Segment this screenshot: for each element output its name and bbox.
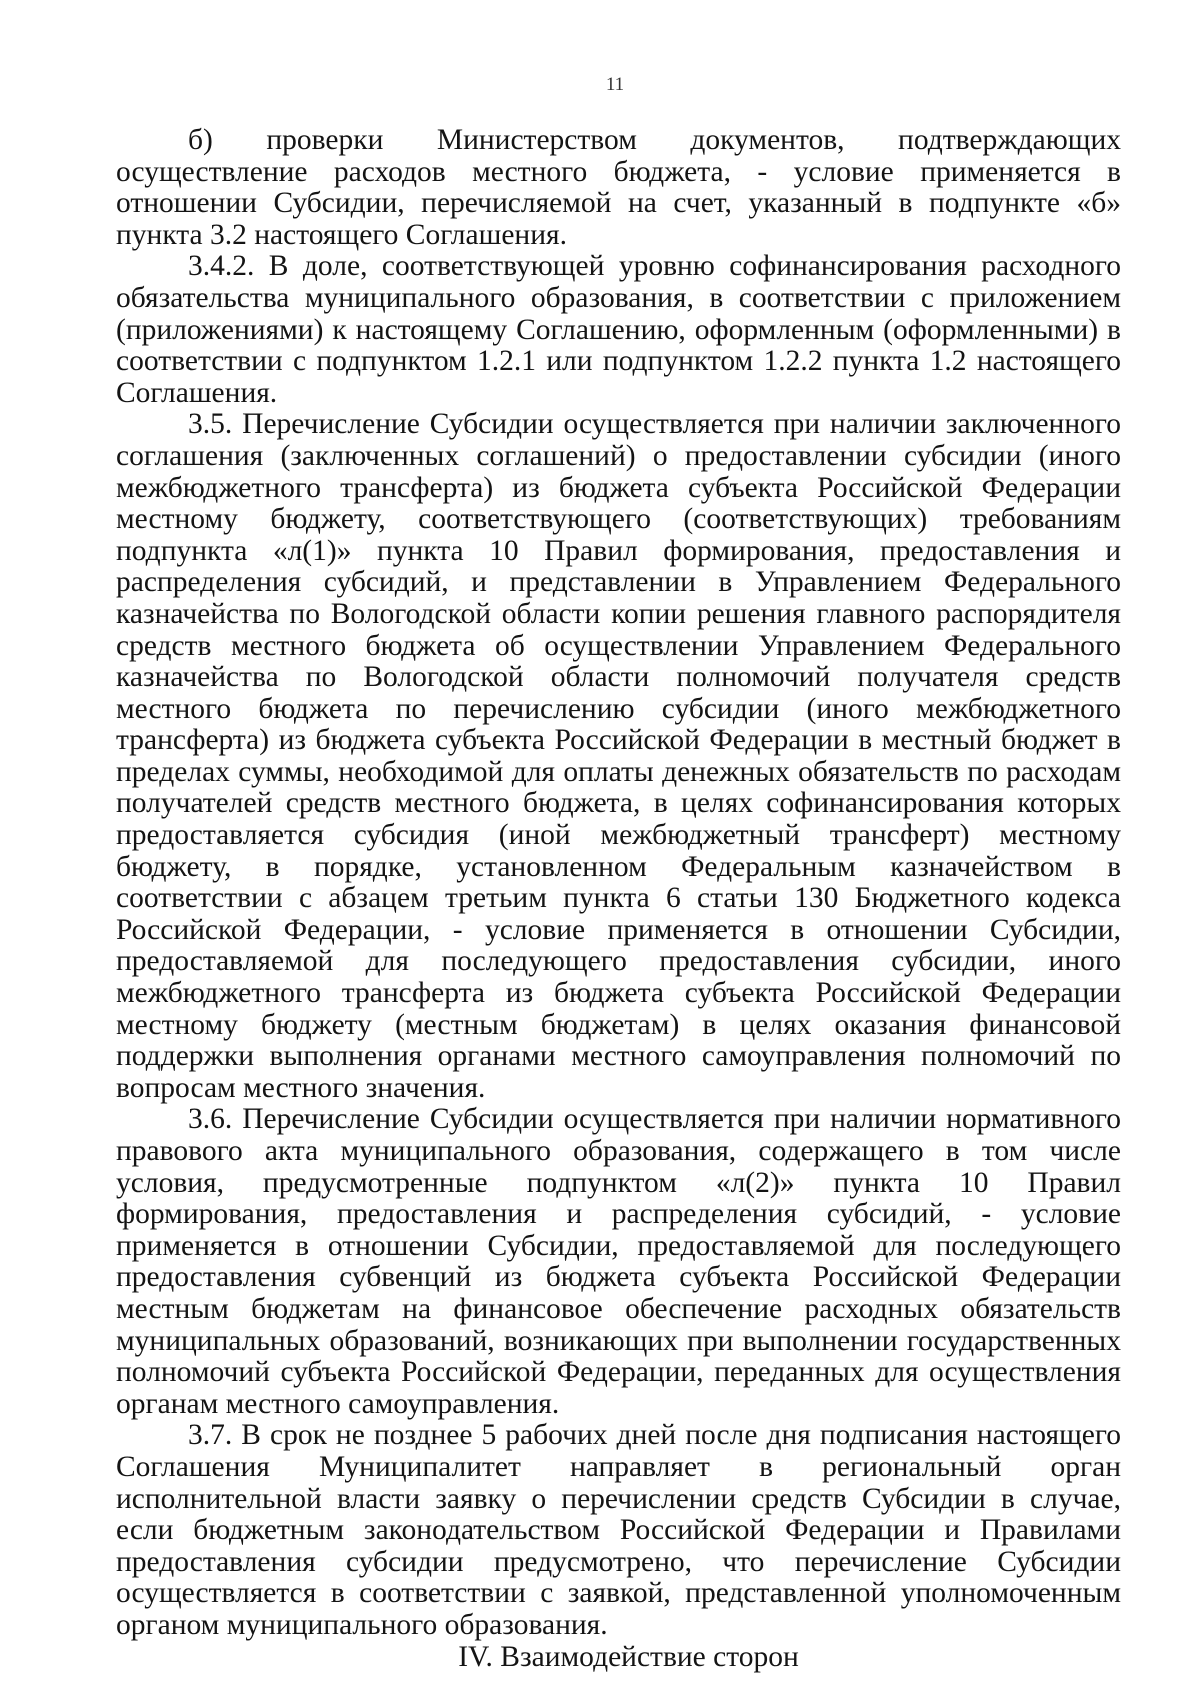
section-heading: IV. Взаимодействие сторон xyxy=(458,1640,799,1673)
paragraph-3-4-2: 3.4.2. В доле, соответствующей уровню софинансирования расходного обязательства муниципального образования, в соответствии с приложением (приложениями) к настоящему Соглашению, оформленным (оформленными) в соответствии с подпунктом 1.2.1 или подпунктом 1.2.2 пункта 1.2 настоящего Соглашения. xyxy=(116,250,1121,409)
paragraph-3-6: 3.6. Перечисление Субсидии осуществляется при наличии нормативного правового акта муниципального образования, содержащего в том числе условия, предусмотренные подпунктом «л(2)» пункта 10 Правил формирования, предоставления и распределения субсидий, - условие применяется в отношении Субсидии, предоставляемой для последующего предоставления субвенций из бюджета субъекта Российской Федерации местным бюджетам на финансовое обеспечение расходных обязательств муниципальных образований, возникающих при выполнении государственных полномочий субъекта Российской Федерации, переданных для осуществления органам местного самоуправления. xyxy=(116,1103,1121,1420)
paragraph-3-5: 3.5. Перечисление Субсидии осуществляется при наличии заключенного соглашения (заключенных соглашений) о предоставлении субсидии (иного межбюджетного трансферта) из бюджета субъекта Российской Федерации местному бюджету, соответствующего (соответствующих) требованиям подпункта «л(1)» пункта 10 Правил формирования, предоставления и распределения субсидий, и представлении в Управлением Федерального казначейства по Вологодской области копии решения главного распорядителя средств местного бюджета об осуществлении Управлением Федерального казначейства по Вологодской области полномочий получателя средств местного бюджета по перечислению субсидии (иного межбюджетного трансферта) из бюджета субъекта Российской Федерации в местный бюджет в пределах суммы, необходимой для оплаты денежных обязательств по расходам получателей средств местного бюджета, в целях софинансирования которых предоставляется субсидия (иной межбюджетный трансферт) местному бюджету, в порядке, установленном Федеральным казначейством в соответствии с абзацем третьим пункта 6 статьи 130 Бюджетного кодекса Российской Федерации, - условие применяется в отношении Субсидии, предоставляемой для последующего предоставления субсидии, иного межбюджетного трансферта из бюджета субъекта Российской Федерации местному бюджету (местным бюджетам) в целях оказания финансовой поддержки выполнения органами местного самоуправления полномочий по вопросам местного значения. xyxy=(116,408,1121,1104)
document-body xyxy=(116,125,1121,1673)
paragraph-3-7: 3.7. В срок не позднее 5 рабочих дней после дня подписания настоящего Соглашения Муниципалитет направляет в региональный орган исполнительной власти заявку о перечислении средств Субсидии в случае, если бюджетным законодательством Российской Федерации и Правилами предоставления субсидии предусмотрено, что перечисление Субсидии осуществляется в соответствии с заявкой, представленной уполномоченным органом муниципального образования. xyxy=(116,1419,1121,1641)
page-number: 11 xyxy=(605,74,625,95)
paragraph-3-4-1-b: б) проверки Министерством документов, подтверждающих осуществление расходов местного бюджета, - условие применяется в отношении Субсидии, перечисляемой на счет, указанный в подпункте «б» пункта 3.2 настоящего Соглашения. xyxy=(116,124,1121,251)
